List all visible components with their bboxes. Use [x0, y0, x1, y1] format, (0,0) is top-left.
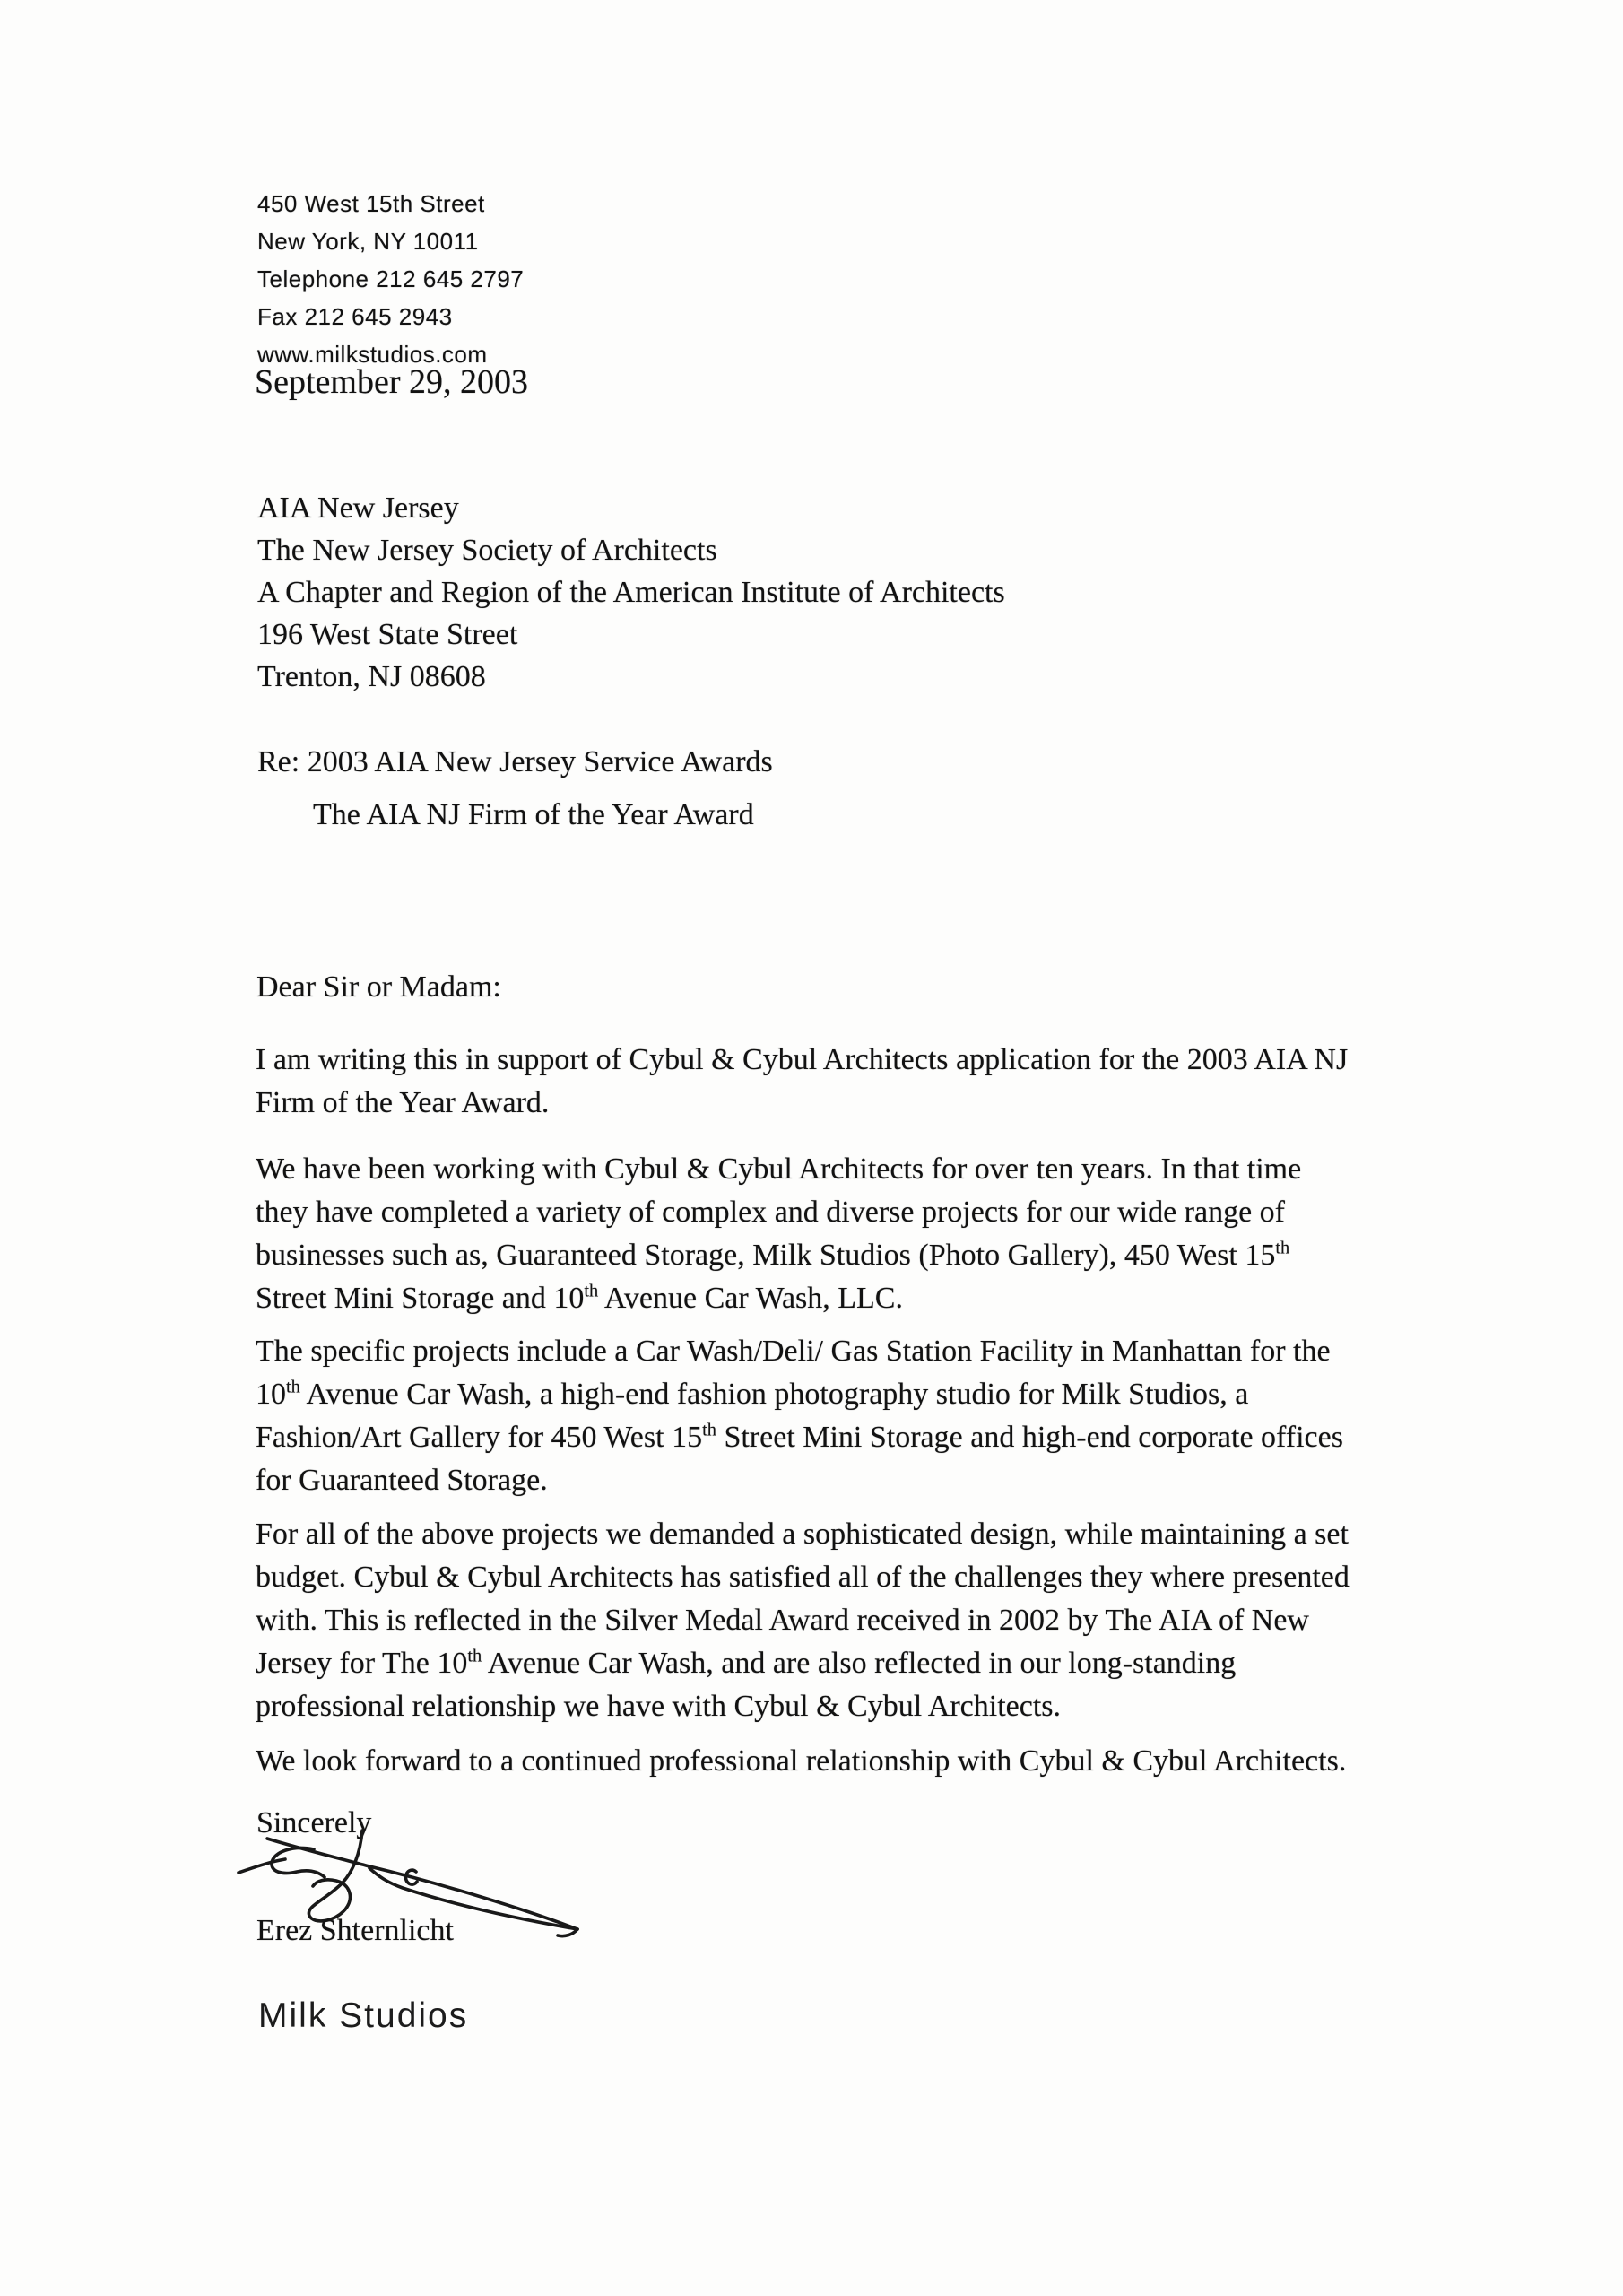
letterhead-line-address: 450 West 15th Street	[257, 190, 485, 217]
subject-line: Re: 2003 AIA New Jersey Service Awards	[257, 745, 773, 778]
letterhead-line-telephone: Telephone 212 645 2797	[257, 265, 525, 292]
body-line: Fashion/Art Gallery for 450 West 15th Street Mini Storage and high-end corporate offices	[256, 1420, 1343, 1454]
subject-line-indented: The AIA NJ Firm of the Year Award	[313, 798, 754, 831]
company-name: Milk Studios	[258, 1996, 469, 2035]
letterhead-line-city: New York, NY 10011	[257, 228, 479, 255]
body-line: businesses such as, Guaranteed Storage, Milk Studios (Photo Gallery), 450 West 15th	[256, 1238, 1290, 1272]
body-line: We look forward to a continued professional relationship with Cybul & Cybul Architects.	[256, 1744, 1347, 1778]
body-line: Street Mini Storage and 10th Avenue Car Wash, LLC.	[256, 1281, 903, 1315]
recipient-line: 196 West State Street	[257, 618, 518, 651]
body-paragraph-5	[256, 1740, 1346, 1783]
body-paragraph-4	[256, 1513, 1350, 1728]
recipient-line: Trenton, NJ 08608	[257, 660, 486, 693]
body-line: budget. Cybul & Cybul Architects has satisfied all of the challenges they where presented	[256, 1561, 1350, 1594]
body-line: Firm of the Year Award.	[256, 1086, 550, 1119]
recipient-line: AIA New Jersey	[257, 491, 459, 525]
body-line: with. This is reflected in the Silver Medal Award received in 2002 by The AIA of New	[256, 1604, 1309, 1637]
body-line: Jersey for The 10th Avenue Car Wash, and are also reflected in our long-standing	[256, 1646, 1237, 1680]
body-line: professional relationship we have with Cybul & Cybul Architects.	[256, 1690, 1062, 1723]
body-line: 10th Avenue Car Wash, a high-end fashion photography studio for Milk Studios, a	[256, 1377, 1249, 1411]
body-line: I am writing this in support of Cybul & Cybul Architects application for the 2003 AIA NJ	[256, 1043, 1349, 1076]
body-line: for Guaranteed Storage.	[256, 1464, 548, 1497]
salutation: Dear Sir or Madam:	[256, 970, 501, 1004]
letterhead	[257, 185, 524, 373]
letter-date: September 29, 2003	[255, 363, 529, 401]
valediction: Sincerely	[256, 1806, 372, 1839]
recipient-line: The New Jersey Society of Architects	[257, 534, 717, 567]
recipient-address	[257, 487, 1005, 698]
body-paragraph-3	[256, 1330, 1343, 1502]
recipient-line: A Chapter and Region of the American Institute of Architects	[257, 576, 1005, 609]
body-line: For all of the above projects we demanded a sophisticated design, while maintaining a set	[256, 1518, 1349, 1551]
body-paragraph-1	[256, 1039, 1348, 1125]
letterhead-line-fax: Fax 212 645 2943	[257, 303, 453, 330]
signer-name: Erez Shternlicht	[256, 1914, 454, 1947]
body-paragraph-2	[256, 1148, 1301, 1320]
letterhead-line-website: www.milkstudios.com	[257, 341, 488, 368]
body-line: they have completed a variety of complex and diverse projects for our wide range of	[256, 1196, 1285, 1229]
subject-block	[257, 735, 773, 841]
body-line: The specific projects include a Car Wash/Deli/ Gas Station Facility in Manhattan for the	[256, 1335, 1331, 1368]
body-line: We have been working with Cybul & Cybul Architects for over ten years. In that time	[256, 1152, 1302, 1186]
